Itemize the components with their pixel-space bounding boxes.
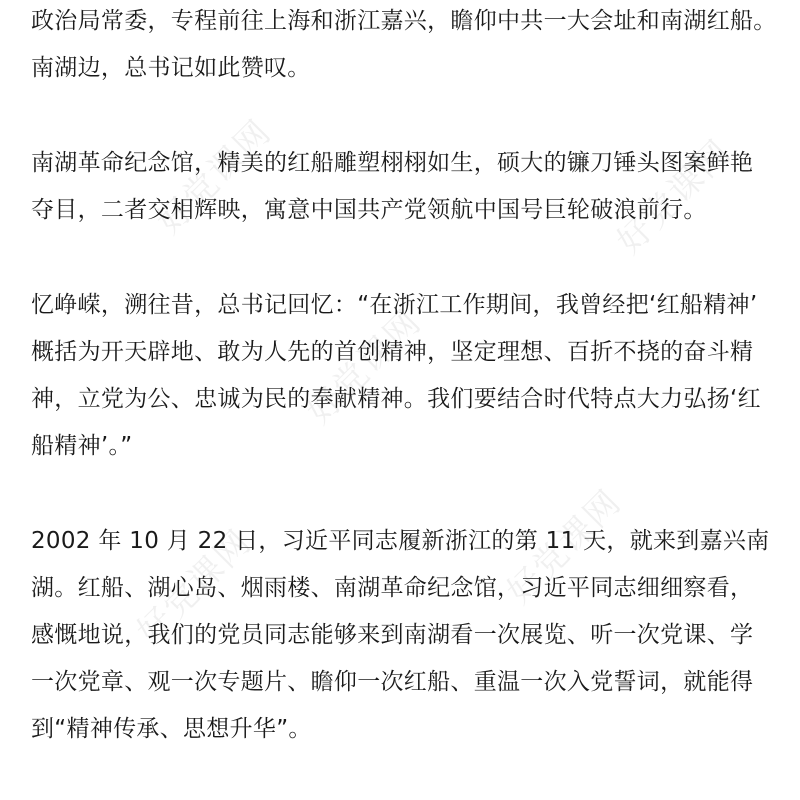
text-line: 感慨地说，我们的党员同志能够来到南湖看一次展览、听一次党课、学 (31, 622, 754, 648)
text-line: 船精神’。” (31, 433, 133, 459)
paragraph (31, 282, 781, 470)
paragraph (31, 0, 781, 92)
text-line: 政治局常委，专程前往上海和浙江嘉兴，瞻仰中共一大会址和南湖红船。 (31, 8, 777, 34)
text-line: 夺目，二者交相辉映，寓意中国共产党领航中国号巨轮破浪前行。 (31, 197, 707, 223)
text-line: 一次党章、观一次专题片、瞻仰一次红船、重温一次入党誓词，就能得 (31, 669, 754, 695)
text-line: 到“精神传承、思想升华”。 (31, 716, 312, 742)
watermark-text: 好党课网 (129, 521, 260, 653)
text-line: 神，立党为公、忠诚为民的奉献精神。我们要结合时代特点大力弘扬‘红 (31, 386, 761, 412)
text-line: 概括为开天辟地、敢为人先的首创精神，坚定理想、百折不挠的奋斗精 (31, 339, 754, 365)
watermark-text: 好党课网 (499, 481, 630, 613)
text-line: 南湖革命纪念馆，精美的红船雕塑栩栩如生，硕大的镰刀锤头图案鲜艳 (31, 150, 754, 176)
paragraph (31, 140, 781, 234)
watermark-text: 好党课网 (609, 131, 740, 263)
text-line: 忆峥嵘，溯往昔，总书记回忆：“在浙江工作期间，我曾经把‘红船精神’ (31, 292, 758, 318)
watermark-text: 好党课网 (149, 111, 280, 243)
watermark-text: 好党课网 (299, 301, 430, 433)
article-body (31, 0, 781, 800)
text-line: 2002 年 10 月 22 日，习近平同志履新浙江的第 11 天，就来到嘉兴南 (31, 528, 770, 554)
text-line: 湖。红船、湖心岛、烟雨楼、南湖革命纪念馆，习近平同志细细察看， (31, 575, 754, 601)
text-line: 南湖边，总书记如此赞叹。 (31, 55, 311, 81)
paragraph (31, 518, 781, 753)
